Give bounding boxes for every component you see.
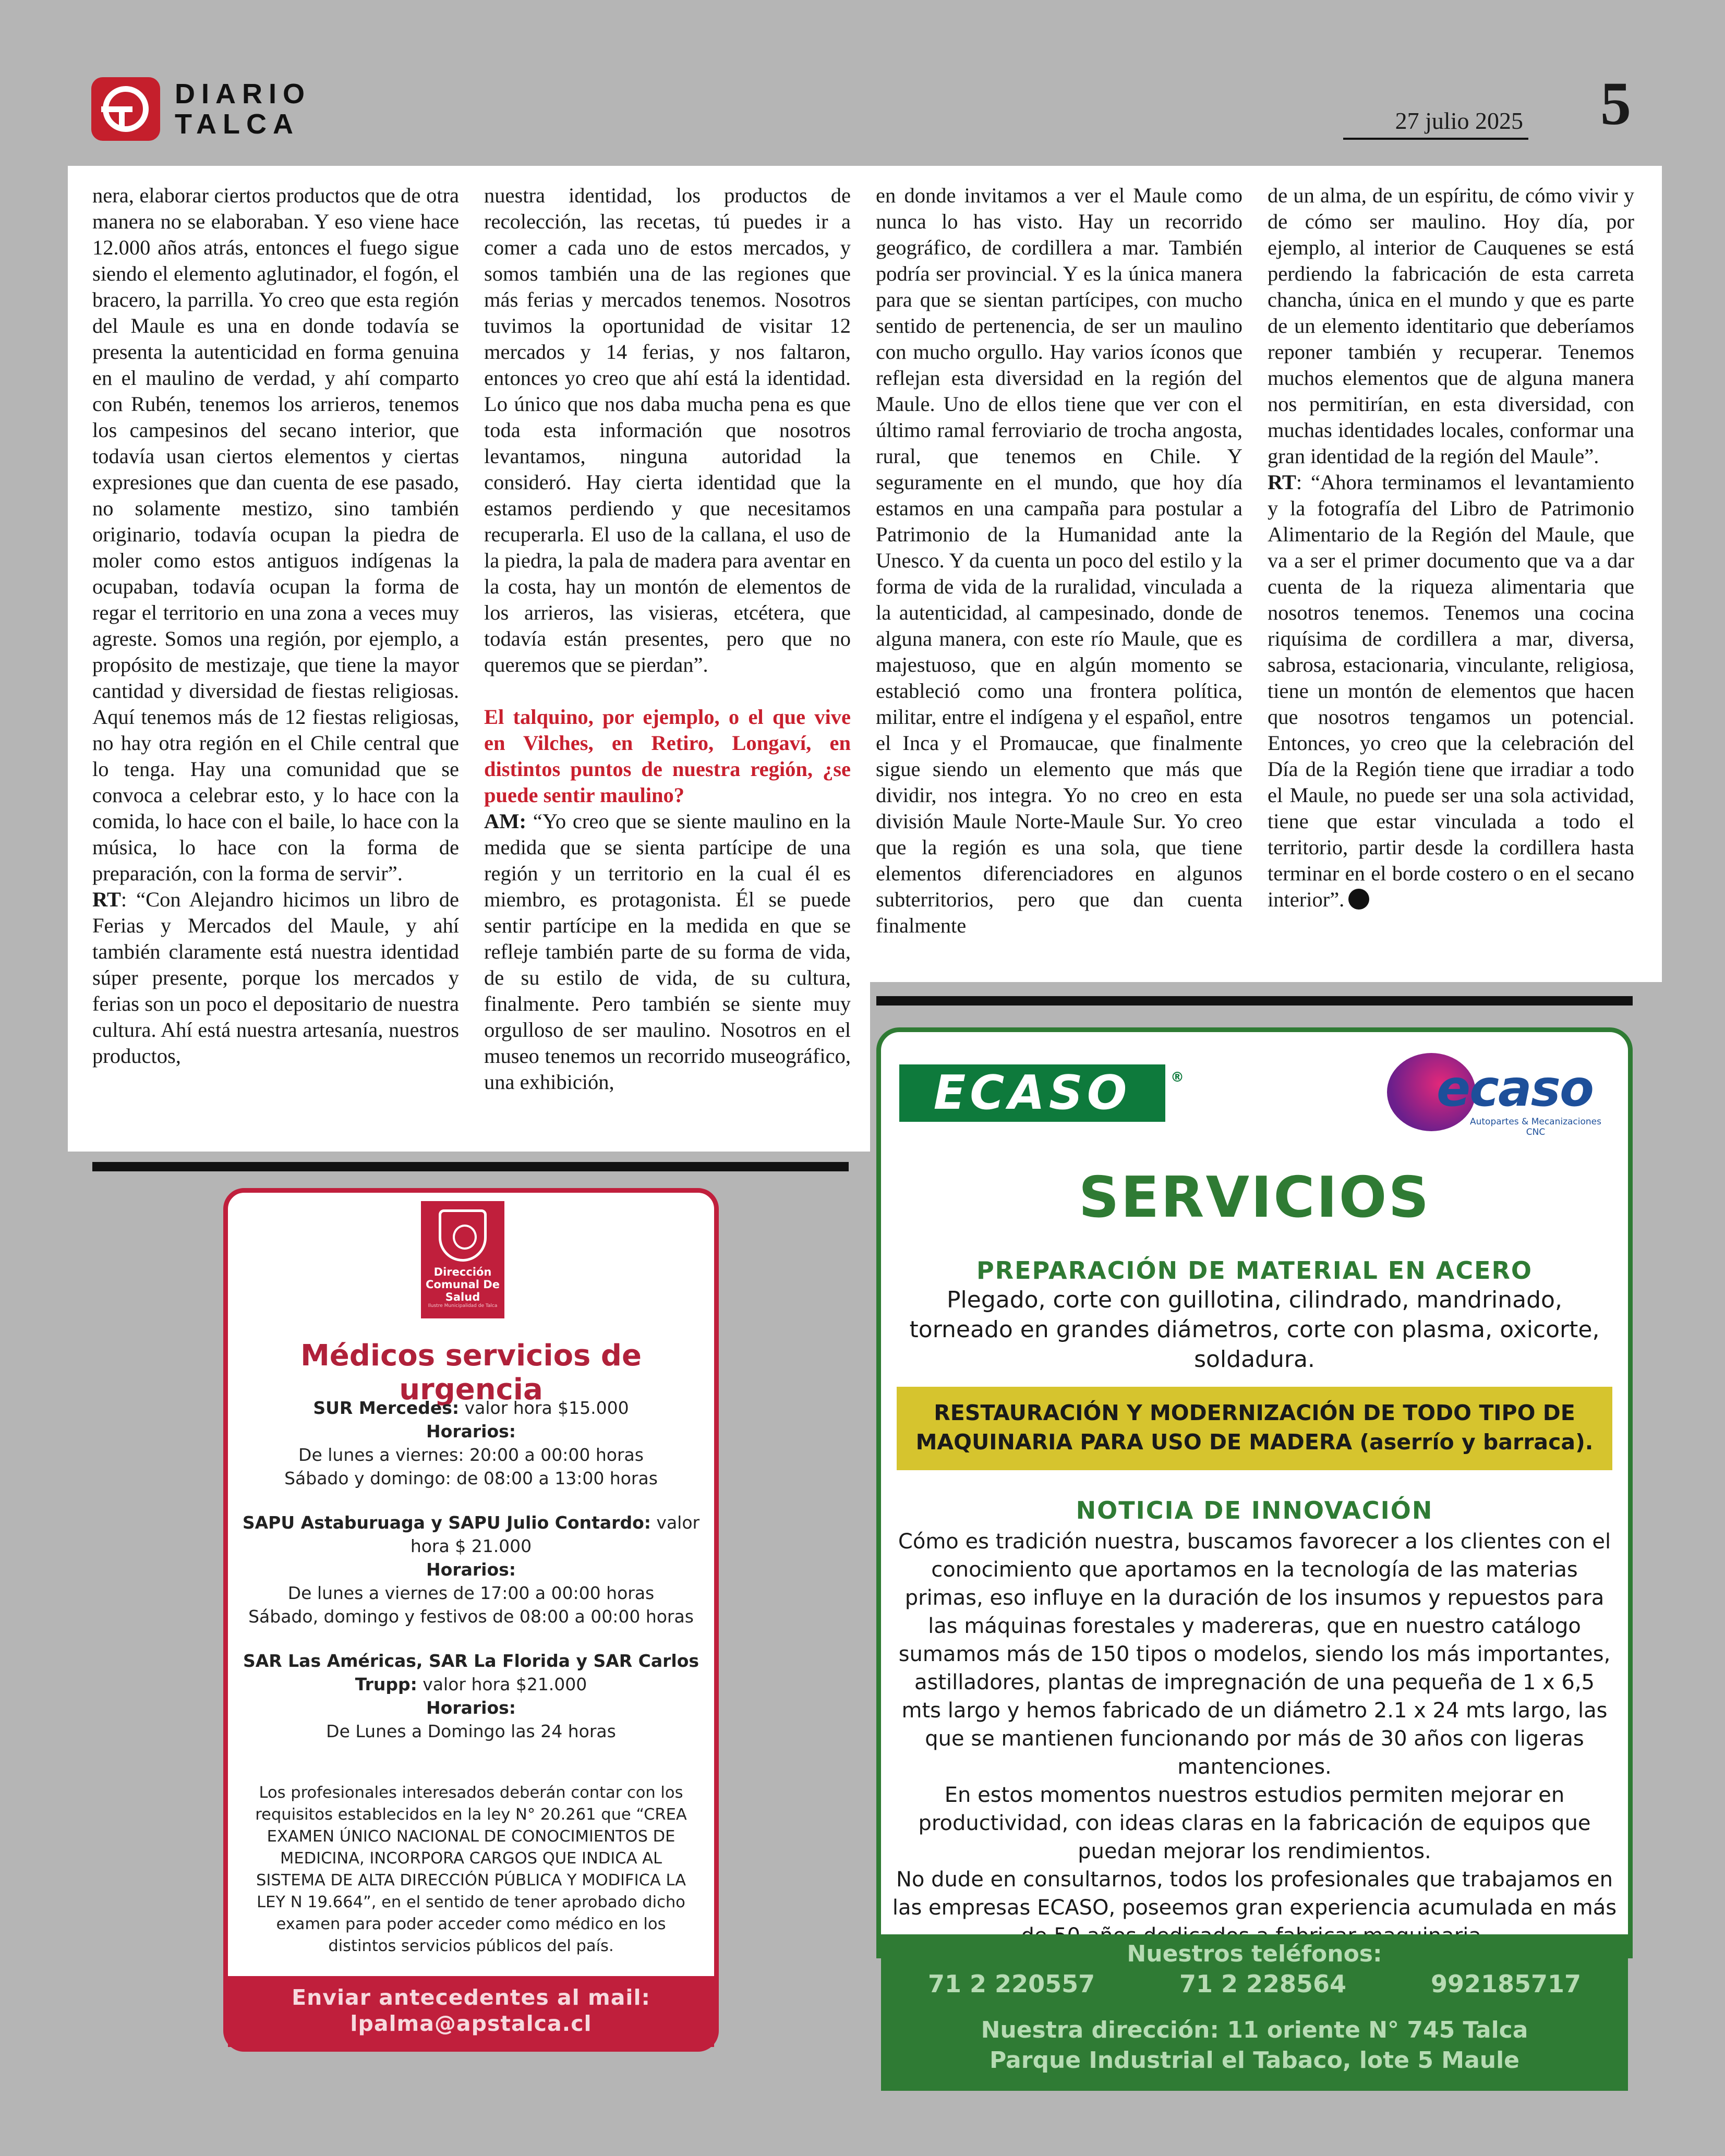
municipal-crest-icon [439,1209,487,1262]
service-name: SAR Las Américas, SAR La Florida y SAR Carlos Trupp: [243,1651,699,1694]
diario-talca-logo-icon [91,77,160,141]
logo-text: ECASO [933,1065,1131,1120]
contact-footer [228,1976,714,2047]
hours-label: Horarios: [426,1698,516,1718]
article-paragraph: de un alma, de un espíritu, de cómo vivir y de cómo ser maulino. Hoy día, por ejemplo, al interior de Cauquenes se está perdiendo la fabricación de esta carreta chancha, única en el mundo y que es parte de un elemento identitario que deberíamos reponer también y recuperar. Tenemos muchos elementos que de alguna manera nos permitirían, en esta diversidad, con muchas identidades locales, conformar una gran identidad de la región del Maule”. [1268,184,1634,468]
ecaso-ad [876,1027,1633,2074]
hours-line: Sábado, domingo y festivos de 08:00 a 00:00 horas [248,1606,694,1627]
phone-list [928,1970,1581,1998]
article-column-3 [876,183,1243,939]
speaker-text: : “Con Alejandro hicimos un libro de Ferias y Mercados del Maule, y ahí también claramente está nuestra identidad súper presente, porque los mercados y ferias son un poco el depositario de nuestra cultura. Ahí está nuestra artesanía, nuestros productos, [92,888,459,1068]
direccion-salud-logo [421,1201,504,1318]
address-line: Nuestra dirección: 11 oriente N° 745 Talca [981,2017,1528,2043]
rate-text: valor hora $21.000 [417,1674,587,1694]
logo-subtitle: Ilustre Municipalidad de Talca [428,1303,498,1309]
schedule-list [238,1396,704,1743]
ecaso-logo [899,1064,1188,1122]
divider-rule [876,996,1633,1006]
speaker-text: : “Ahora terminamos el levantamiento y la fotografía del Libro de Patrimonio Alimentario de la Región del Maule, que va a ser el primer documento que va a dar cuenta de la riqueza alimentaria que nosotros tenemos. Tenemos una cocina riquísima de cordillera a mar, diversa, sabrosa, estacionaria, vinculante, religiosa, tiene un montón de elementos que hacen que nosotros tengamos un potencial. Entonces, yo creo que la celebración del Día de la Región tiene que irradiar a todo el Maule, no puede ser una sola actividad, tiene que estar vinculada a todo el territorio, partir desde la cordillera hasta terminar en el borde costero o en el secano interior”. [1268,470,1634,911]
service-name: SAPU Astaburuaga y SAPU Julio Contardo: [242,1512,651,1533]
hours-line: De lunes a viernes de 17:00 a 00:00 horas [287,1583,655,1603]
registered-mark: ® [1171,1070,1188,1085]
section-title: NOTICIA DE INNOVACIÓN [1076,1496,1433,1524]
ecaso-cnc-logo [1387,1053,1611,1136]
ad-title: SERVICIOS [1078,1165,1431,1230]
phone-number[interactable]: 71 2 220557 [928,1970,1095,1998]
article-column-1 [92,183,459,1069]
article-paragraph: nuestra identidad, los productos de recolección, las recetas, tú puedes ir a comer a cada uno de estos mercados, y somos también una de las regiones que más ferias y mercados tenemos. Nosotros tuvimos la oportunidad de visitar 12 mercados y 14 ferias, y nos faltaron, entonces yo creo que ahí está la identidad. Lo único que nos daba mucha pena es que toda esta información que nosotros levantamos, ninguna autoridad la consideró. Hay cierta identidad que la estamos perdiendo y que necesitamos recuperarla. El uso de la callana, el uso de la piedra, la pala de madera para aventar en la costa, hay un montón de elementos de los arrieros, las visieras, etcétera, que todavía están presentes, pero que no queremos que se pierdan”. [484,184,851,676]
section-text: Plegado, corte con guillotina, cilindrado, mandrinado, torneado en grandes diámetros, corte con plasma, oxicorte, soldadura. [909,1287,1600,1373]
brand-line-2: TALCA [175,108,299,140]
service-rate [238,1649,704,1696]
phone-number[interactable]: 71 2 228564 [1179,1970,1347,1998]
article-paragraph: en donde invitamos a ver el Maule como nunca lo has visto. Hay un recorrido geográfico, de cordillera a mar. También podría ser provincial. Y es la única manera para que se sientan partícipes, con mucho sentido de pertenencia, de ser un maulino con mucho orgullo. Hay varios íconos que reflejan esta diversidad en la región del Maule. Uno de ellos tiene que ver con el último ramal ferroviario de trocha angosta, rural, que tenemos en Chile. Y seguramente en el mundo, que hoy día estamos en una campaña para postular a Patrimonio de la Humanidad ante la Unesco. Y da cuenta un poco del estilo y la forma de vida de la ruralidad, vinculada a la autenticidad, al campesinado, donde de alguna manera, con este río Maule, que es majestuoso, que en algún momento se estableció como una frontera política, militar, entre el indígena y el español, entre el Inca y el Promaucae, que finalmente sigue siendo un elemento que más que dividir, nos integra. Yo no creo en esta división Maule Norte-Maule Sur. Yo creo que la región es una sola, que tiene elementos diferenciadores en algunos subterritorios, pero que dan cuenta finalmente [876,184,1243,937]
phones-label: Nuestros teléfonos: [1127,1941,1382,1967]
hours-line: Sábado y domingo: de 08:00 a 13:00 horas [284,1468,658,1488]
interview-question: El talquino, por ejemplo, o el que vive en Vilches, en Retiro, Longaví, en distintos puntos de nuestra región, ¿se puede sentir maulino? [484,705,851,807]
hours-line: De Lunes a Domingo las 24 horas [326,1721,616,1741]
masthead [91,77,311,141]
article-paragraph [1268,469,1634,913]
issue-date: 27 julio 2025 [1343,107,1528,140]
highlight-box: RESTAURACIÓN Y MODERNIZACIÓN DE TODO TIPO DE MAQUINARIA PARA USO DE MADERA (aserrío y barraca). [897,1387,1612,1470]
service-rate [238,1511,704,1558]
phone-number[interactable]: 992185717 [1430,1970,1581,1998]
contact-email-link[interactable]: lpalma@apstalca.cl [350,2011,592,2036]
medical-urgency-ad [223,1188,719,2052]
contact-footer [881,1934,1628,2091]
rate-text: valor hora $15.000 [459,1398,629,1418]
speaker-label: RT [92,888,121,911]
service-name: SUR Mercedes: [313,1398,460,1418]
brand-name [175,79,311,139]
article-column-4 [1268,183,1634,913]
address [881,2015,1628,2076]
paragraph: No dude en consultarnos, todos los profesionales que trabajamos en las empresas ECASO, poseemos gran experiencia acumulada en más [892,1868,1617,1920]
paragraph: Cómo es tradición nuestra, buscamos favorecer a los clientes con el conocimiento que aportamos en la tecnología de las materias primas, eso influye en la duración de los insumos y repuestos para las máquinas forestales y madereras, que en nuestro catálogo sumamos más de 150 tipos o modelos, siendo los más importantes, astilladores, plantas de impregnación de una pequeña de 1 x 6,5 mts largo y hemos fabricado de un diámetro 2.1 x 24 mts largo, las que se mantienen funcionando por más de 30 años con ligeras mantenciones. [898,1530,1611,1779]
address-line: Parque Industrial el Tabaco, lote 5 Maule [989,2047,1520,2074]
footer-label: Enviar antecedentes al mail: [292,1985,650,2010]
logo-tagline: Autopartes & Mecanizaciones CNC [1469,1117,1601,1137]
paragraph: En estos momentos nuestros estudios permiten mejorar en productividad, con ideas claras en la fabricación de equipos que puedan mejorar los rendimientos. [918,1783,1591,1863]
divider-rule [92,1162,849,1171]
speaker-label: AM: [484,809,526,833]
innovation-text [891,1528,1618,1950]
page-number: 5 [1600,69,1631,138]
brand-line-1: DIARIO [175,78,311,110]
end-of-article-icon [1348,889,1369,910]
service-rate [238,1396,704,1420]
section-title: PREPARACIÓN DE MATERIAL EN ACERO [976,1256,1533,1285]
article-paragraph [92,887,459,1069]
article-paragraph: nera, elaborar ciertos productos que de otra manera no se elaboraban. Y eso viene hace 12.000 años atrás, entonces el fuego sigue siendo el elemento aglutinador, el fogón, el bracero, la parrilla. Yo creo que esta región del Maule es una en donde todavía se presenta la autenticidad en forma genuina en el maulino de verdad, y ahí comparto con Rubén, tenemos los arrieros, tenemos los campesinos del secano interior, que todavía usan ciertos elementos y ciertas expresiones que dan cuenta de ese pasado, no solamente mestizo, sino también originario, todavía ocupan la piedra de moler como estos antiguos indígenas la ocupaban, todavía ocupan la forma de regar el territorio en una zona a veces muy agreste. Somos una región, por ejemplo, a propósito de mestizaje, que tiene la mayor cantidad y diversidad de fiestas religiosas. Aquí tenemos más de 12 fiestas religiosas, no hay otra región en el Chile central que lo tenga. Hay una comunidad que se convoca a celebrar esto, y lo hace con la comida, lo hace con el baile, lo hace con la música, lo hace con la forma de preparación, con la forma de servir”. [92,184,459,885]
ad-title: Médicos servicios de urgencia [300,1339,642,1407]
speaker-label: RT [1268,470,1296,494]
requirements-note: Los profesionales interesados deberán contar con los requisitos establecidos en la ley N° 20.261 que “CREA EXAMEN ÚNICO NACIONAL DE CONOCIMIENTOS DE MEDICINA, INCORPORA CARGOS QUE INDICA AL SISTEMA DE ALTA DIRECCIÓN PÚBLICA Y MODIFICA LA LEY N 19.664”, en el sentido de tener aprobado dicho examen para poder acceder como médico en los distintos servicios públicos del país. [255,1784,687,1955]
hours-line: De lunes a viernes: 20:00 a 00:00 horas [298,1445,644,1465]
article-column-2 [484,183,851,1095]
logo-org-name: Dirección Comunal De Salud [426,1266,500,1303]
rate-text: valor hora $ 21.000 [410,1512,700,1556]
hours-label: Horarios: [426,1559,516,1580]
logo-text: ecaso [1437,1059,1593,1118]
article-paragraph [484,808,851,1095]
speaker-text: “Yo creo que se siente maulino en la medida que se sienta partícipe de una región y un territorio en la cual él es miembro, es protagonista. Él se puede sentir partícipe en la medida en que se refleje también parte de su forma de vida, de su estilo de vida, de su cultura, finalmente. Pero también se siente muy orgulloso de ser maulino. Nosotros en el museo tenemos un recorrido museográfico, una exhibición, [484,809,851,1094]
hours-label: Horarios: [426,1421,516,1442]
